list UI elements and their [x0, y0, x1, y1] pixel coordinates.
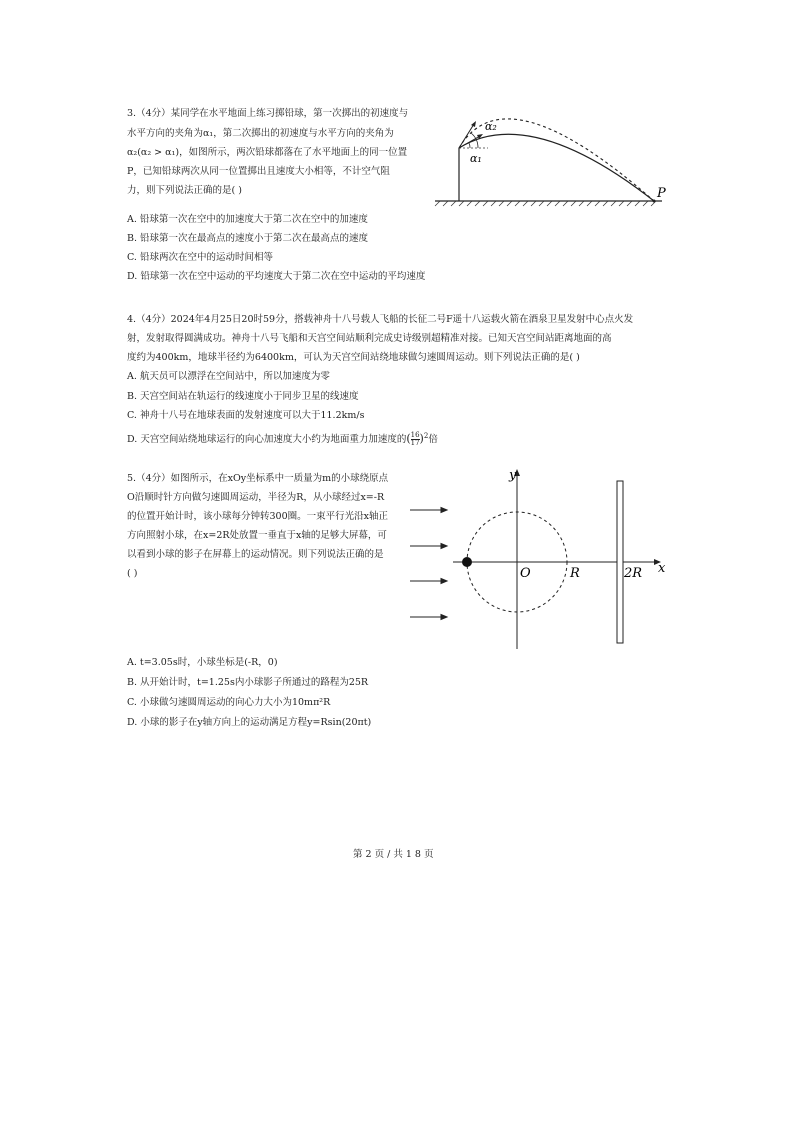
q5-line: 5.（4分）如图所示，在xOy坐标系中一质量为m的小球绕原点 — [127, 473, 389, 484]
q4-line: 度约为400km，地球半径约为6400km，可认为天宫空间站绕地球做匀速圆周运动。则下列说法正确的是( ) — [127, 352, 580, 363]
q5-circle-figure — [405, 463, 675, 653]
2r-label: 2R — [624, 566, 643, 581]
q5-line: 方向照射小球，在x=2R处放置一垂直于x轴的足够大屏幕，可 — [127, 530, 387, 541]
q4-option-c[interactable]: C. 神舟十八号在地球表面的发射速度可以大于11.2km/s — [127, 410, 365, 421]
x-axis-label: x — [658, 561, 666, 576]
q3-option-d[interactable]: D. 铅球第一次在空中运动的平均速度大于第二次在空中运动的平均速度 — [127, 271, 426, 282]
q4-line: 射，发射取得圆满成功。神舟十八号飞船和天宫空间站顺利完成史诗级别超精准对接。已知天宫空间站距离地面的高 — [127, 333, 612, 344]
q3-option-a[interactable]: A. 铅球第一次在空中的加速度大于第二次在空中的加速度 — [127, 214, 368, 225]
q3-line: α₂(α₂ > α₁)，如图所示，两次铅球都落在了水平地面上的同一位置 — [127, 147, 408, 158]
q3-line: P，已知铅球两次从同一位置掷出且速度大小相等，不计空气阻 — [127, 166, 390, 177]
alpha1-label: α₁ — [470, 152, 482, 165]
q5-line: 以看到小球的影子在屏幕上的运动情况。则下列说法正确的是 — [127, 549, 384, 560]
q4-option-d[interactable]: D. 天宫空间站绕地球运行的向心加速度大小约为地面重力加速度的( $\frac{16}{17}$ )$^2$倍 — [127, 431, 438, 448]
origin-label: O — [520, 566, 531, 581]
y-axis-label: y — [509, 468, 517, 483]
r-label: R — [570, 566, 580, 581]
q4-option-d-text: D. 天宫空间站绕地球运行的向心加速度大小约为地面重力加速度的 — [127, 434, 407, 446]
point-p-label: P — [657, 186, 666, 201]
q5-option-b[interactable]: B. 从开始计时，t=1.25s内小球影子所通过的路程为25R — [127, 677, 369, 688]
page-footer: 第 2 页 / 共 1 8 页 — [353, 849, 434, 860]
q4-line: 4.（4分）2024年4月25日20时59分，搭载神舟十八号载人飞船的长征二号F遥十八运载火箭在酒泉卫星发射中心点火发 — [127, 314, 634, 325]
q5-line: 的位置开始计时，该小球每分钟转300圈。一束平行光沿x轴正 — [127, 511, 388, 522]
fraction-exponent: 2 — [423, 432, 429, 440]
q4-option-a[interactable]: A. 航天员可以漂浮在空间站中，所以加速度为零 — [127, 371, 330, 382]
q5-option-c[interactable]: C. 小球做匀速圆周运动的向心力大小为10mπ²R — [127, 697, 331, 708]
q3-line: 3.（4分）某同学在水平地面上练习掷铅球，第一次掷出的初速度与 — [127, 108, 409, 119]
q5-option-d[interactable]: D. 小球的影子在y轴方向上的运动满足方程y=Rsin(20πt) — [127, 717, 372, 728]
q5-line: ( ) — [127, 568, 138, 579]
q5-option-a[interactable]: A. t=3.05s时，小球坐标是(-R，0) — [127, 657, 278, 668]
q3-line: 力，则下列说法正确的是( ) — [127, 185, 242, 196]
q4-option-b[interactable]: B. 天宫空间站在轨运行的线速度小于同步卫星的线速度 — [127, 391, 359, 402]
option-d-tail: 倍 — [428, 434, 438, 446]
q3-option-c[interactable]: C. 铅球两次在空中的运动时间相等 — [127, 252, 273, 263]
q3-line: 水平方向的夹角为α₁，第二次掷出的初速度与水平方向的夹角为 — [127, 128, 394, 139]
q3-trajectory-figure — [430, 100, 670, 210]
alpha2-label: α₂ — [485, 120, 497, 133]
q3-option-b[interactable]: B. 铅球第一次在最高点的速度小于第二次在最高点的速度 — [127, 233, 369, 244]
q5-line: O沿顺时针方向做匀速圆周运动，半径为R，从小球经过x=-R — [127, 492, 385, 503]
fraction-numerator: 16 — [410, 431, 420, 440]
fraction-denominator: 17 — [410, 439, 420, 448]
